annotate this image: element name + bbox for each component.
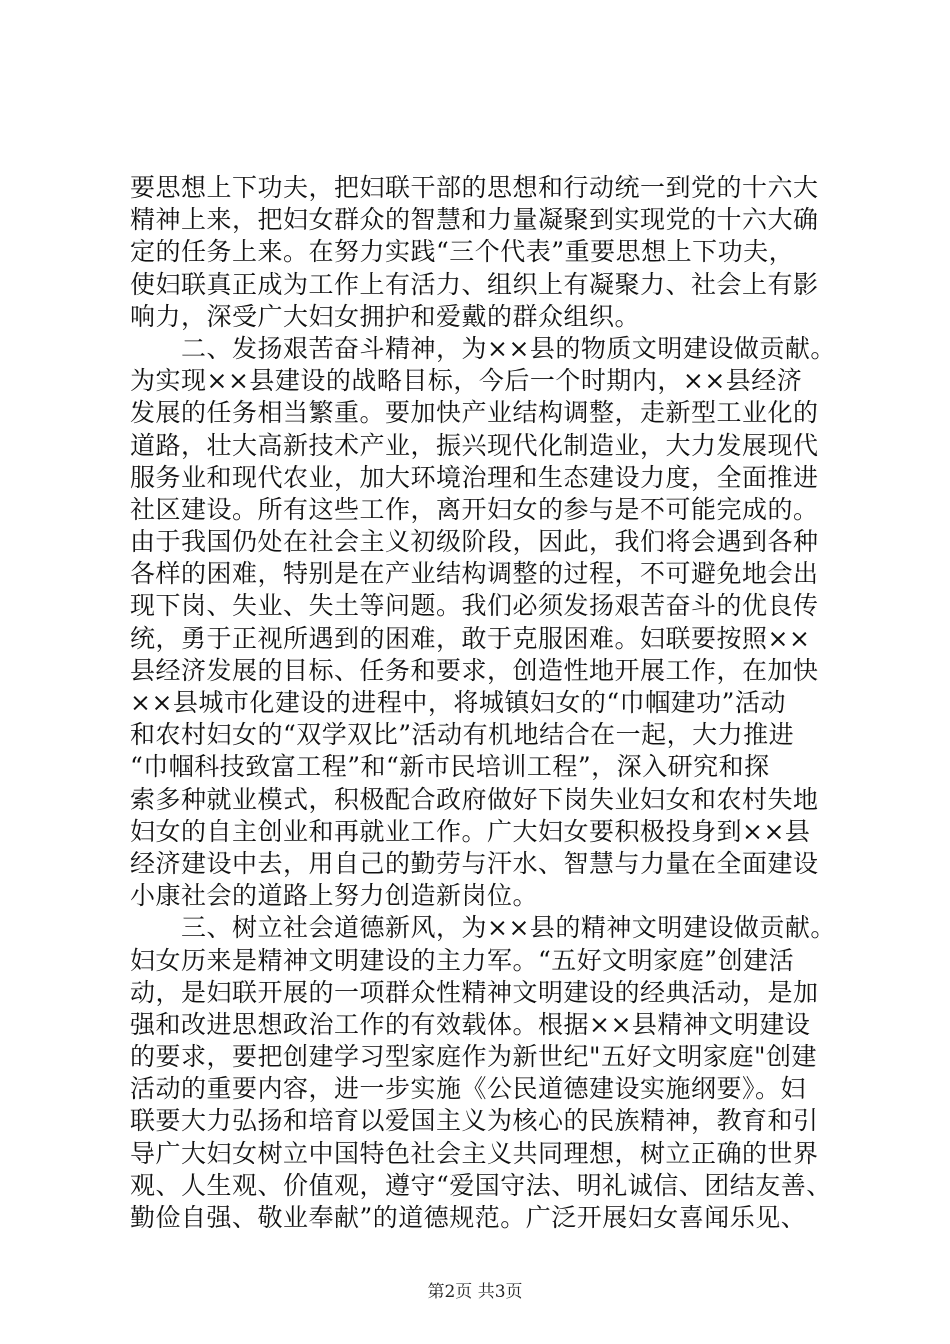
text-line: 道路，壮大高新技术产业，振兴现代化制造业，大力发展现代 [130,430,819,460]
text-line: 社区建设。所有这些工作，离开妇女的参与是不可能完成的。 [130,494,819,524]
text-line: 各样的困难，特别是在产业结构调整的过程，不可避免地会出 [130,559,819,589]
text-line: 和农村妇女的“双学双比”活动有机地结合在一起，大力推进 [130,720,795,750]
text-line: 为实现××县建设的战略目标，今后一个时期内，××县经济 [130,366,803,396]
text-line: 导广大妇女树立中国特色社会主义共同理想，树立正确的世界 [130,1138,819,1168]
text-line: 要思想上下功夫，把妇联干部的思想和行动统一到党的十六大 [130,173,819,202]
body-text [130,172,850,1234]
text-line: 观、人生观、价值观，遵守“爱国守法、明礼诚信、团结友善、 [130,1170,832,1200]
page-number-footer: 第2页 共3页 [427,1282,523,1302]
text-line: 勤俭自强、敬业奉献”的道德规范。广泛开展妇女喜闻乐见、 [130,1203,807,1232]
text-line: 妇女的自主创业和再就业工作。广大妇女要积极投身到××县 [130,816,811,846]
text-line: 统，勇于正视所遇到的困难，敢于克服困难。妇联要按照×× [130,623,811,653]
text-line: 服务业和现代农业，加大环境治理和生态建设力度，全面推进 [130,462,819,492]
text-line: 现下岗、失业、失土等问题。我们必须发扬艰苦奋斗的优良传 [130,591,819,621]
section-heading-line: 二、发扬艰苦奋斗精神，为××县的物质文明建设做贡献。 [130,333,836,363]
text-line: ××县城市化建设的进程中，将城镇妇女的“巾帼建功”活动 [130,688,786,717]
text-line: 联要大力弘扬和培育以爱国主义为核心的民族精神，教育和引 [130,1106,819,1136]
text-line: 的要求，要把创建学习型家庭作为新世纪"五好文明家庭"创建 [130,1042,818,1072]
text-line: 定的任务上来。在努力实践“三个代表”重要思想上下功夫， [130,237,795,267]
text-line: 响力，深受广大妇女拥护和爱戴的群众组织。 [130,301,641,331]
text-line: 发展的任务相当繁重。要加快产业结构调整，走新型工业化的 [130,398,819,428]
text-line: 县经济发展的目标、任务和要求，创造性地开展工作，在加快 [130,655,819,685]
text-line: 动，是妇联开展的一项群众性精神文明建设的经典活动，是加 [130,977,819,1007]
text-line: 索多种就业模式，积极配合政府做好下岗失业妇女和农村失地 [130,784,819,814]
text-line: 由于我国仍处在社会主义初级阶段，因此，我们将会遇到各种 [130,527,819,557]
text-line: 强和改进思想政治工作的有效载体。根据××县精神文明建设 [130,1009,811,1039]
text-line: 妇女历来是精神文明建设的主力军。“五好文明家庭”创建活 [130,945,795,975]
text-line: “巾帼科技致富工程”和“新市民培训工程”，深入研究和探 [130,752,770,782]
text-line: 使妇联真正成为工作上有活力、组织上有凝聚力、社会上有影 [130,269,819,299]
text-line: 活动的重要内容，进一步实施《公民道德建设实施纲要》。妇 [130,1074,807,1104]
section-heading-line: 三、树立社会道德新风，为××县的精神文明建设做贡献。 [130,913,836,943]
text-line: 经济建设中去，用自己的勤劳与汗水、智慧与力量在全面建设 [130,848,819,878]
text-line: 小康社会的道路上努力创造新岗位。 [130,881,539,911]
text-line: 精神上来，把妇女群众的智慧和力量凝聚到实现党的十六大确 [130,205,819,235]
